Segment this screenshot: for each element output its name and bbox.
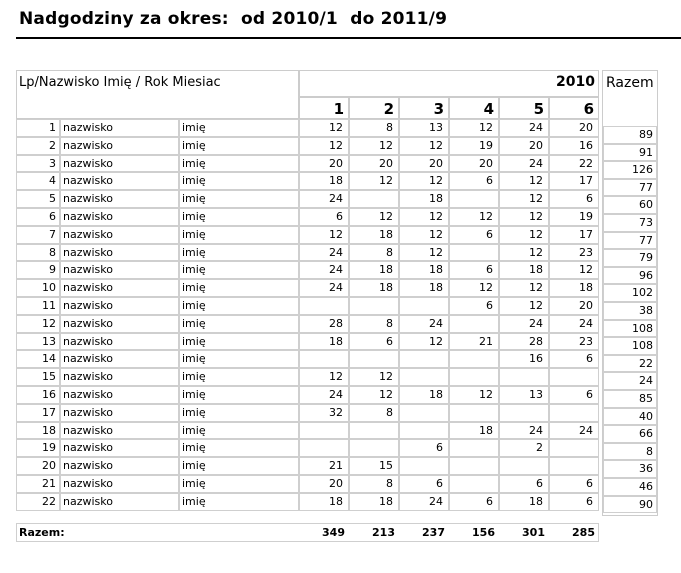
hours-cell: 12 <box>499 208 549 226</box>
firstname-cell: imię <box>179 172 299 190</box>
hours-cell <box>549 439 599 457</box>
hours-cell: 6 <box>549 386 599 404</box>
row-number: 9 <box>16 261 60 279</box>
hours-cell: 12 <box>399 172 449 190</box>
hours-cell: 12 <box>499 244 549 262</box>
hours-cell <box>399 422 449 440</box>
row-number: 3 <box>16 155 60 173</box>
title-divider <box>16 37 681 39</box>
firstname-cell: imię <box>179 333 299 351</box>
hours-cell <box>449 315 499 333</box>
hours-cell: 17 <box>549 226 599 244</box>
surname-cell: nazwisko <box>60 439 179 457</box>
hours-cell <box>549 404 599 422</box>
hours-cell: 8 <box>349 315 399 333</box>
hours-cell: 20 <box>549 297 599 315</box>
razem-value: 126 <box>603 161 657 179</box>
surname-cell: nazwisko <box>60 368 179 386</box>
hours-cell: 2 <box>499 439 549 457</box>
firstname-cell: imię <box>179 190 299 208</box>
surname-cell: nazwisko <box>60 315 179 333</box>
hours-cell: 28 <box>499 333 549 351</box>
hours-cell <box>449 350 499 368</box>
hours-cell: 12 <box>349 368 399 386</box>
hours-cell: 12 <box>399 226 449 244</box>
firstname-cell: imię <box>179 261 299 279</box>
hours-cell: 12 <box>499 190 549 208</box>
hours-cell: 18 <box>499 493 549 511</box>
hours-cell <box>349 297 399 315</box>
hours-cell <box>349 422 399 440</box>
hours-cell: 12 <box>399 333 449 351</box>
row-number: 6 <box>16 208 60 226</box>
hours-cell: 8 <box>349 119 399 137</box>
month-header: 2 <box>349 97 399 119</box>
hours-cell: 12 <box>499 297 549 315</box>
firstname-cell: imię <box>179 439 299 457</box>
row-number: 22 <box>16 493 60 511</box>
razem-value: 89 <box>603 126 657 144</box>
hours-cell: 24 <box>299 386 349 404</box>
razem-value: 73 <box>603 214 657 232</box>
hours-cell: 20 <box>549 119 599 137</box>
hours-cell: 6 <box>449 172 499 190</box>
hours-cell: 24 <box>549 315 599 333</box>
hours-cell: 12 <box>349 137 399 155</box>
hours-cell: 12 <box>499 172 549 190</box>
year-header-cell <box>299 70 599 97</box>
hours-cell: 18 <box>399 261 449 279</box>
row-number: 18 <box>16 422 60 440</box>
firstname-cell: imię <box>179 226 299 244</box>
month-total: 301 <box>522 526 545 539</box>
hours-cell: 18 <box>549 279 599 297</box>
hours-cell: 12 <box>299 368 349 386</box>
firstname-cell: imię <box>179 297 299 315</box>
surname-cell: nazwisko <box>60 244 179 262</box>
hours-cell: 12 <box>349 172 399 190</box>
surname-cell: nazwisko <box>60 155 179 173</box>
row-number: 8 <box>16 244 60 262</box>
hours-cell: 21 <box>449 333 499 351</box>
firstname-cell: imię <box>179 404 299 422</box>
hours-cell <box>449 439 499 457</box>
surname-cell: nazwisko <box>60 261 179 279</box>
hours-cell: 23 <box>549 244 599 262</box>
hours-cell <box>349 439 399 457</box>
hours-cell: 24 <box>499 119 549 137</box>
firstname-cell: imię <box>179 137 299 155</box>
firstname-cell: imię <box>179 244 299 262</box>
surname-cell: nazwisko <box>60 333 179 351</box>
month-total: 349 <box>322 526 345 539</box>
hours-cell: 18 <box>349 261 399 279</box>
hours-cell <box>499 368 549 386</box>
surname-cell: nazwisko <box>60 137 179 155</box>
hours-cell: 18 <box>349 279 399 297</box>
hours-cell: 12 <box>449 279 499 297</box>
razem-value: 24 <box>603 372 657 390</box>
hours-cell: 12 <box>449 208 499 226</box>
hours-cell: 28 <box>299 315 349 333</box>
surname-cell: nazwisko <box>60 457 179 475</box>
surname-cell: nazwisko <box>60 475 179 493</box>
firstname-cell: imię <box>179 422 299 440</box>
hours-cell: 20 <box>299 155 349 173</box>
hours-cell: 12 <box>499 226 549 244</box>
firstname-cell: imię <box>179 119 299 137</box>
hours-cell: 24 <box>499 315 549 333</box>
month-total: 285 <box>572 526 595 539</box>
hours-cell: 18 <box>399 386 449 404</box>
row-number: 12 <box>16 315 60 333</box>
firstname-cell: imię <box>179 208 299 226</box>
razem-value: 79 <box>603 249 657 267</box>
hours-cell: 24 <box>499 155 549 173</box>
hours-cell <box>449 368 499 386</box>
firstname-cell: imię <box>179 457 299 475</box>
month-total: 213 <box>372 526 395 539</box>
hours-cell: 15 <box>349 457 399 475</box>
row-number: 20 <box>16 457 60 475</box>
hours-cell: 23 <box>549 333 599 351</box>
razem-value: 40 <box>603 408 657 426</box>
hours-cell: 12 <box>299 226 349 244</box>
razem-value: 46 <box>603 478 657 496</box>
hours-cell: 18 <box>499 261 549 279</box>
razem-value: 77 <box>603 232 657 250</box>
hours-cell: 17 <box>549 172 599 190</box>
razem-value: 96 <box>603 267 657 285</box>
hours-cell <box>349 350 399 368</box>
hours-cell <box>399 350 449 368</box>
hours-cell: 6 <box>399 475 449 493</box>
hours-cell: 18 <box>349 226 399 244</box>
razem-value: 90 <box>603 496 657 514</box>
hours-cell: 24 <box>299 261 349 279</box>
row-number: 14 <box>16 350 60 368</box>
hours-cell <box>299 350 349 368</box>
hours-cell: 20 <box>399 155 449 173</box>
razem-value: 102 <box>603 284 657 302</box>
hours-cell <box>399 368 449 386</box>
hours-cell: 12 <box>399 244 449 262</box>
surname-cell: nazwisko <box>60 190 179 208</box>
row-number: 7 <box>16 226 60 244</box>
razem-value: 22 <box>603 355 657 373</box>
hours-cell: 24 <box>399 493 449 511</box>
hours-cell <box>449 190 499 208</box>
hours-cell: 16 <box>499 350 549 368</box>
surname-cell: nazwisko <box>60 404 179 422</box>
hours-cell: 18 <box>349 493 399 511</box>
row-number: 21 <box>16 475 60 493</box>
hours-cell: 6 <box>449 226 499 244</box>
hours-cell: 6 <box>449 297 499 315</box>
hours-cell: 6 <box>349 333 399 351</box>
surname-cell: nazwisko <box>60 226 179 244</box>
hours-cell: 18 <box>399 279 449 297</box>
razem-value: 108 <box>603 337 657 355</box>
surname-cell: nazwisko <box>60 493 179 511</box>
header-label: Lp/Nazwisko Imię / Rok Miesiac <box>19 75 221 90</box>
hours-cell: 20 <box>499 137 549 155</box>
hours-cell: 24 <box>299 190 349 208</box>
row-number: 11 <box>16 297 60 315</box>
hours-cell: 18 <box>399 190 449 208</box>
hours-cell: 6 <box>399 439 449 457</box>
firstname-cell: imię <box>179 368 299 386</box>
hours-cell: 18 <box>299 493 349 511</box>
row-number: 15 <box>16 368 60 386</box>
hours-cell: 24 <box>399 315 449 333</box>
hours-cell: 18 <box>299 172 349 190</box>
hours-cell: 12 <box>299 119 349 137</box>
hours-cell: 18 <box>299 333 349 351</box>
hours-cell <box>449 244 499 262</box>
hours-cell: 12 <box>299 137 349 155</box>
hours-cell: 24 <box>299 244 349 262</box>
surname-cell: nazwisko <box>60 422 179 440</box>
hours-cell <box>349 190 399 208</box>
hours-cell <box>449 404 499 422</box>
razem-column <box>602 70 658 516</box>
hours-cell: 6 <box>499 475 549 493</box>
hours-cell: 19 <box>449 137 499 155</box>
hours-cell: 20 <box>449 155 499 173</box>
hours-cell <box>549 368 599 386</box>
hours-cell: 12 <box>399 137 449 155</box>
hours-cell <box>399 457 449 475</box>
year-header: 2010 <box>556 74 595 90</box>
month-header: 4 <box>449 97 499 119</box>
month-header: 3 <box>399 97 449 119</box>
row-number: 2 <box>16 137 60 155</box>
totals-label: Razem: <box>19 526 65 539</box>
firstname-cell: imię <box>179 279 299 297</box>
row-number: 17 <box>16 404 60 422</box>
hours-cell: 6 <box>299 208 349 226</box>
hours-cell: 16 <box>549 137 599 155</box>
hours-cell: 21 <box>299 457 349 475</box>
hours-cell <box>299 422 349 440</box>
month-total: 156 <box>472 526 495 539</box>
firstname-cell: imię <box>179 155 299 173</box>
razem-value: 60 <box>603 196 657 214</box>
hours-cell: 20 <box>349 155 399 173</box>
hours-cell <box>449 475 499 493</box>
hours-cell: 32 <box>299 404 349 422</box>
surname-cell: nazwisko <box>60 172 179 190</box>
row-number: 4 <box>16 172 60 190</box>
hours-cell: 13 <box>399 119 449 137</box>
hours-cell <box>399 404 449 422</box>
header-label-cell <box>16 70 299 119</box>
hours-cell <box>549 457 599 475</box>
hours-cell <box>299 297 349 315</box>
totals-row <box>16 523 599 542</box>
hours-cell: 6 <box>449 261 499 279</box>
hours-cell <box>449 457 499 475</box>
hours-cell: 12 <box>349 386 399 404</box>
hours-cell: 12 <box>399 208 449 226</box>
surname-cell: nazwisko <box>60 297 179 315</box>
firstname-cell: imię <box>179 493 299 511</box>
hours-cell: 6 <box>449 493 499 511</box>
razem-value: 66 <box>603 425 657 443</box>
razem-value: 108 <box>603 320 657 338</box>
hours-cell: 13 <box>499 386 549 404</box>
firstname-cell: imię <box>179 475 299 493</box>
row-number: 10 <box>16 279 60 297</box>
surname-cell: nazwisko <box>60 279 179 297</box>
month-header: 1 <box>299 97 349 119</box>
razem-value: 85 <box>603 390 657 408</box>
hours-cell: 6 <box>549 350 599 368</box>
firstname-cell: imię <box>179 386 299 404</box>
razem-value: 38 <box>603 302 657 320</box>
row-number: 19 <box>16 439 60 457</box>
hours-cell: 24 <box>299 279 349 297</box>
hours-cell: 6 <box>549 475 599 493</box>
month-total: 237 <box>422 526 445 539</box>
hours-cell: 6 <box>549 493 599 511</box>
hours-cell <box>299 439 349 457</box>
hours-cell <box>399 297 449 315</box>
razem-value: 91 <box>603 144 657 162</box>
firstname-cell: imię <box>179 315 299 333</box>
month-header: 6 <box>549 97 599 119</box>
hours-cell: 19 <box>549 208 599 226</box>
firstname-cell: imię <box>179 350 299 368</box>
hours-cell: 20 <box>299 475 349 493</box>
row-number: 5 <box>16 190 60 208</box>
hours-cell: 8 <box>349 475 399 493</box>
overtime-table <box>16 70 599 516</box>
row-number: 1 <box>16 119 60 137</box>
surname-cell: nazwisko <box>60 386 179 404</box>
page-title: Nadgodziny za okres: od 2010/1 do 2011/9 <box>19 9 448 29</box>
surname-cell: nazwisko <box>60 208 179 226</box>
hours-cell: 8 <box>349 244 399 262</box>
hours-cell: 24 <box>549 422 599 440</box>
surname-cell: nazwisko <box>60 350 179 368</box>
hours-cell: 12 <box>449 119 499 137</box>
row-number: 13 <box>16 333 60 351</box>
hours-cell: 12 <box>349 208 399 226</box>
hours-cell: 18 <box>449 422 499 440</box>
razem-header: Razem <box>606 75 654 91</box>
hours-cell: 22 <box>549 155 599 173</box>
razem-value: 36 <box>603 460 657 478</box>
month-header: 5 <box>499 97 549 119</box>
hours-cell: 12 <box>499 279 549 297</box>
row-number: 16 <box>16 386 60 404</box>
hours-cell: 24 <box>499 422 549 440</box>
hours-cell: 8 <box>349 404 399 422</box>
hours-cell: 6 <box>549 190 599 208</box>
razem-value: 8 <box>603 443 657 461</box>
hours-cell: 12 <box>449 386 499 404</box>
surname-cell: nazwisko <box>60 119 179 137</box>
hours-cell <box>499 404 549 422</box>
hours-cell: 12 <box>549 261 599 279</box>
razem-value: 77 <box>603 179 657 197</box>
hours-cell <box>499 457 549 475</box>
